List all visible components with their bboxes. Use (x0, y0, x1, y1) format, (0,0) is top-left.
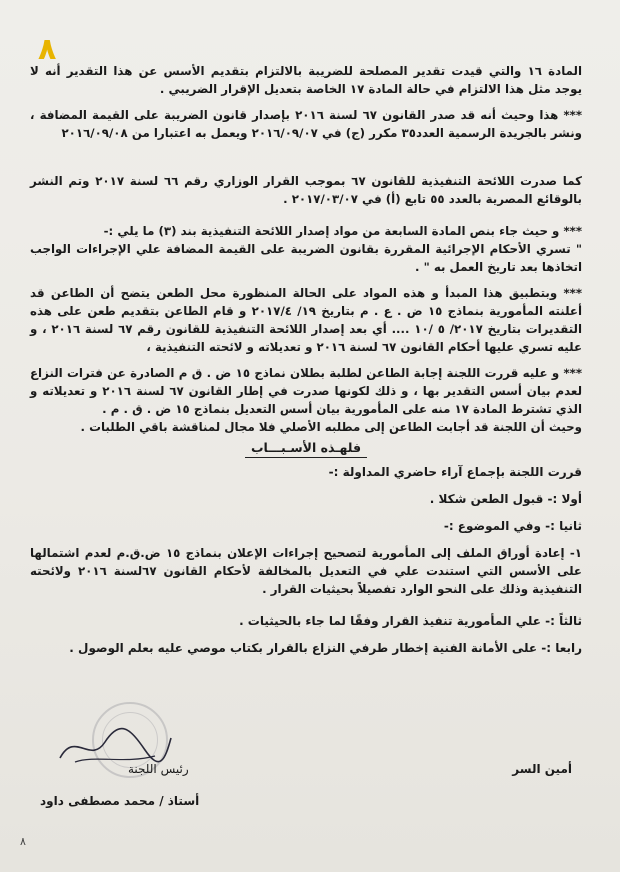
paragraph-article-16: المادة ١٦ والتي قيدت تقدير المصلحة للضريبة بالالتزام بتقديم الأسس عن هذا التقدير أنه لا يوجد مثل هذا الالتزام في حالة المادة ١٧ الخاصة بتعديل الإقرار الضريبي . (30, 64, 583, 96)
reasons-heading: فلهـذه الأسـبـــاب (30, 440, 582, 455)
decision-first: أولا :- قبول الطعن شكلا . (429, 492, 582, 506)
document-body (30, 62, 582, 658)
committee-head-name: أستاذ / محمد مصطفى داود (40, 794, 200, 808)
page-number-footer: ٨ (20, 835, 26, 848)
paragraph-law-67-issuance: *** هذا وحيث أنه قد صدر القانون ٦٧ لسنة ٢٠١٦ بإصدار قانون الضريبة على القيمة المضافة ، ونشر بالجريدة الرسمية العدد٣٥ مكرر (ج) في ٢٠١٦/٠٩/٠٧ ويعمل به اعتبارا من ٢٠١٦/٠٩/٠٨ (30, 108, 582, 140)
decision-second: ثانيا :- وفي الموضوع :- (443, 519, 582, 533)
decision-second-item-1: ١- إعادة أوراق الملف إلى المأمورية لتصحيح إجراءات الإعلان بنماذج ١٥ ض.ق.م لعدم اشتمالها على الأسس التي استندت علي في التعديل بالمخالفة لأحكام القانون ٦٧لسنة ٢٠١٦ ولائحته التنفيذية وذلك على النحو الوارد تفصيلاً بحيثيات القرار . (30, 546, 582, 596)
paragraph-article-seven-quote: " تسري الأحكام الإجرائية المقررة بقانون الضريبة على القيمة المضافة علي الإجراءات الواجب اتخاذها بعد تاريخ العمل به " . (30, 242, 582, 274)
page-number-marker: ٨ (38, 32, 57, 67)
committee-head-label: رئيس اللجنة (128, 762, 189, 776)
secretary-label: أمين السر (512, 762, 572, 776)
decision-intro: قررت اللجنة بإجماع آراء حاضري المداولة :- (328, 465, 582, 479)
paragraph-article-seven-intro: *** و حيث جاء بنص المادة السابعة من مواد إصدار اللائحة التنفيذية بند (٣) ما يلي :- (103, 224, 582, 238)
paragraph-executive-regulations: كما صدرت اللائحة التنفيذية للقانون ٦٧ بموجب القرار الوزاري رقم ٦٦ لسنة ٢٠١٧ وتم النشر بالوقائع المصرية بالعدد ٥٥ تابع (أ) في ٢٠١٧/٠٣/٠٧ . (30, 174, 582, 206)
paragraph-remaining-requests: وحيث أن اللجنة قد أجابت الطاعن إلى مطلبه الأصلي فلا مجال لمناقشة باقي الطلبات . (80, 420, 582, 434)
decision-fourth: رابعا :- على الأمانة الفنية إخطار طرفي النزاع بالقرار بكتاب موصي عليه بعلم الوصول . (69, 641, 582, 655)
decision-third: ثالثاً :- علي المأمورية تنفيذ القرار وفقًا لما جاء بالحيثيات . (239, 614, 582, 628)
paragraph-application: *** وبتطبيق هذا المبدأ و هذه المواد على الحالة المنظورة محل الطعن يتضح أن الطاعن قد أعلنته المأمورية بنماذج ١٥ ض . ع . م بتاريخ ١٩/ ٢٠١٧/٤ و قام الطاعن بتقديم طعن على هذه التقديرات بتاريخ ٢٠١٧/ ٥ /١٠ .... أي بعد إصدار اللائحة التنفيذية للقانون رقم ٦٧ لسنة ٢٠١٦ ، و عليه تسري عليها أحكام القانون ٦٧ لسنة ٢٠١٦ و تعديلاته و لائحته التنفيذية ، (30, 286, 583, 354)
paragraph-committee-ruling: *** و عليه قررت اللجنة إجابة الطاعن لطلبة بطلان نماذج ١٥ ض . ق م الصادرة عن فترات النزاع لعدم بيان أسس التقدير بها ، و ذلك لكونها صدرت في إطار القانون ٦٧ لسنة ٢٠١٦ و تعديلاته و الذي تشترط المادة ١٧ منه على المأمورية بيان أسس التعديل بنماذج ١٥ ض . ق . م . (30, 366, 582, 416)
